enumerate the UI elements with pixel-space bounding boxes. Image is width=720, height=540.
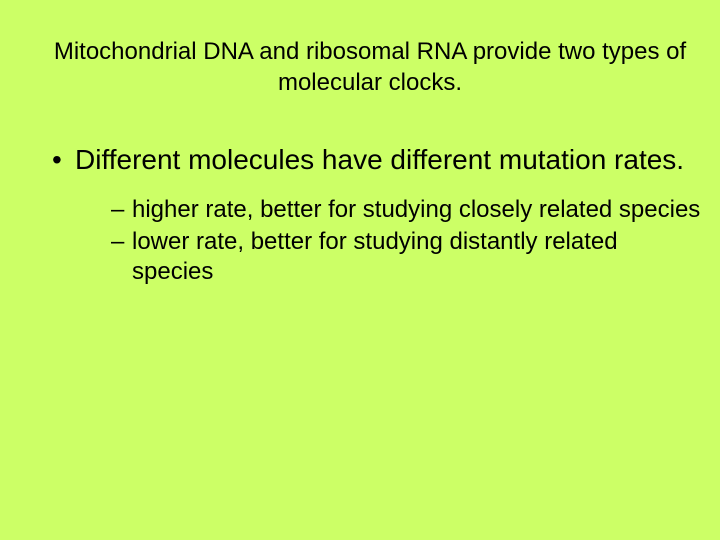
sub-bullet-text: higher rate, better for studying closely related species <box>132 195 701 223</box>
sub-bullet-list <box>75 195 702 287</box>
bullet-list <box>52 143 702 290</box>
sub-bullet-item <box>111 195 702 225</box>
sub-bullet-marker: – <box>111 195 125 223</box>
sub-bullet-text: lower rate, better for studying distantly related species <box>132 228 618 286</box>
bullet-marker: • <box>52 144 62 175</box>
bullet-item <box>52 143 702 287</box>
sub-bullet-marker: – <box>111 228 125 256</box>
slide-title: Mitochondrial DNA and ribosomal RNA provide two types of molecular clocks. <box>53 38 687 97</box>
bullet-text: Different molecules have different mutation rates. <box>75 144 685 175</box>
sub-bullet-item <box>111 227 702 287</box>
